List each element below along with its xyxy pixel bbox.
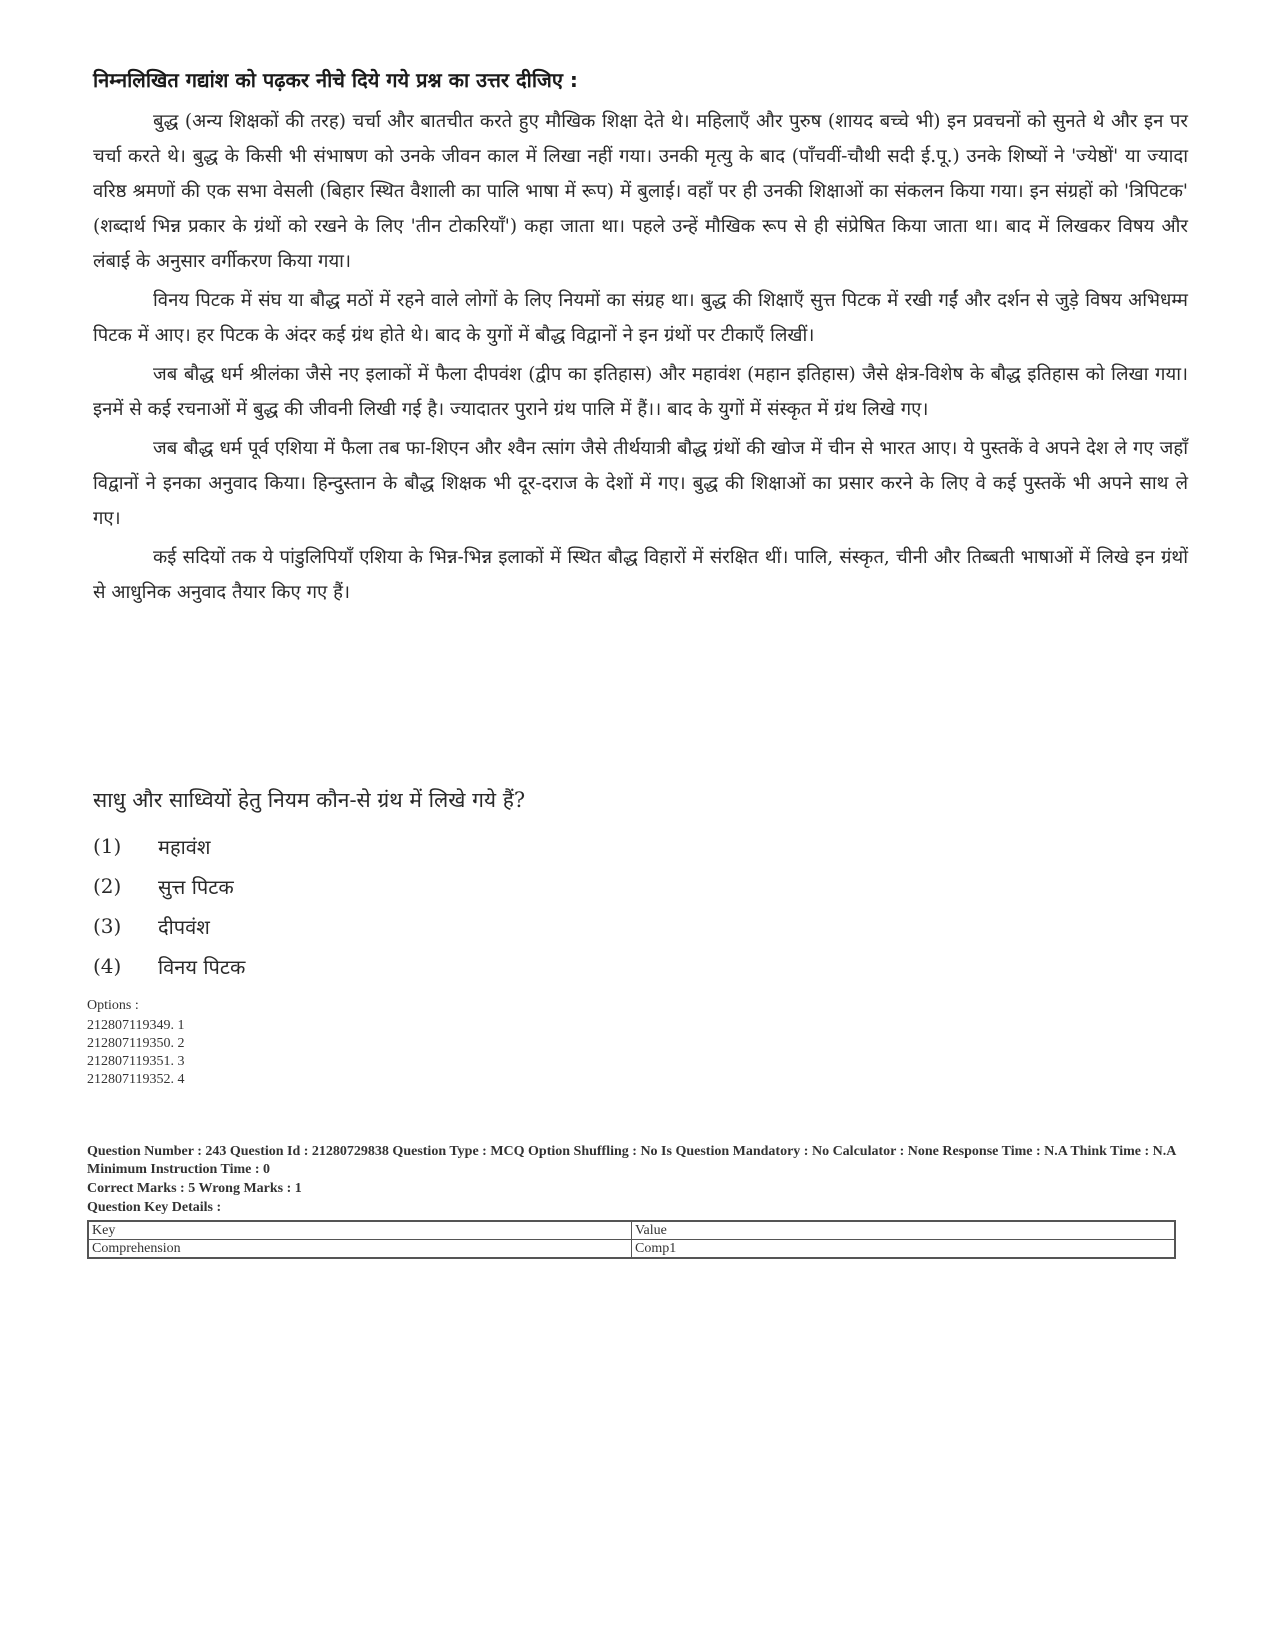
table-row: [88, 1240, 1175, 1259]
answer-option: [93, 906, 245, 946]
cell-key: Comprehension: [88, 1240, 632, 1259]
passage-paragraph: बुद्ध (अन्य शिक्षकों की तरह) चर्चा और बातचीत करते हुए मौखिक शिक्षा देते थे। महिलाएँ और पुरुष (शायद बच्चे भी) इन प्रवचनों को सुनते थे और इन पर चर्चा करते थे। बुद्ध के किसी भी संभाषण को उनके जीवन काल में लिखा नहीं गया। उनकी मृत्यु के बाद (पाँचवीं-चौथी सदी ई.पू.) उनके शिष्यों ने 'ज्येष्ठों' या ज्यादा वरिष्ठ श्रमणों की एक सभा वेसली (बिहार स्थित वैशाली का पालि भाषा में रूप) में बुलाई। वहाँ पर ही उनकी शिक्षाओं का संकलन किया गया। इन संग्रहों को 'त्रिपिटक' (शब्दार्थ भिन्न प्रकार के ग्रंथों को रखने के लिए 'तीन टोकरियाँ') कहा जाता था। पहले उन्हें मौखिक रूप से ही संप्रेषित किया जाता था। बाद में लिखकर विषय और लंबाई के अनुसार वर्गीकरण किया गया।: [93, 111, 1188, 272]
passage-paragraph: विनय पिटक में संघ या बौद्ध मठों में रहने वाले लोगों के लिए नियमों का संग्रह था। बुद्ध की शिक्षाएँ सुत्त पिटक में रखी गईं और दर्शन से जुड़े विषय अभिधम्म पिटक में आए। हर पिटक के अंदर कई ग्रंथ होते थे। बाद के युगों में बौद्ध विद्वानों ने इन ग्रंथों पर टीकाएँ लिखीं।: [93, 290, 1188, 346]
header-value: Value: [632, 1221, 1176, 1240]
instruction-heading: निम्नलिखित गद्यांश को पढ़कर नीचे दिये गये प्रश्न का उत्तर दीजिए :: [93, 68, 578, 92]
option-id-list: [87, 1017, 184, 1089]
option-number: (4): [93, 954, 122, 978]
option-id: 212807119351. 3: [87, 1054, 185, 1069]
option-text: महावंश: [158, 834, 211, 859]
option-id: 212807119349. 1: [87, 1018, 185, 1033]
option-text: विनय पिटक: [158, 954, 246, 979]
options-label: Options :: [87, 998, 139, 1013]
header-key: Key: [88, 1221, 632, 1240]
passage-paragraph: जब बौद्ध धर्म पूर्व एशिया में फैला तब फा-शिएन और श्वैन त्सांग जैसे तीर्थयात्री बौद्ध ग्रंथों की खोज में चीन से भारत आए। ये पुस्तकें वे अपने देश ले गए जहाँ विद्वानों ने इनका अनुवाद किया। हिन्दुस्तान के बौद्ध शिक्षक भी दूर-दराज के देशों में गए। बुद्ध की शिक्षाओं का प्रसार करने के लिए वे कई पुस्तकें भी अपने साथ ले गए।: [93, 438, 1188, 529]
question-info: Question Number : 243 Question Id : 21280729838 Question Type : MCQ Option Shuffling : No Is Question Mandatory : No Calculator : None Response Time : N.A Think Time : N.A Minimum Instruction Time : 0: [87, 1144, 1176, 1177]
answer-option: [93, 826, 245, 866]
passage-paragraph: जब बौद्ध धर्म श्रीलंका जैसे नए इलाकों में फैला दीपवंश (द्वीप का इतिहास) और महावंश (महान इतिहास) जैसे क्षेत्र-विशेष के बौद्ध इतिहास को लिखा गया। इनमें से कई रचनाओं में बुद्ध की जीवनी लिखी गई है। ज्यादातर पुराने ग्रंथ पालि में हैं।। बाद के युगों में संस्कृत में ग्रंथ लिखे गए।: [93, 364, 1188, 420]
option-number: (3): [93, 914, 122, 938]
option-id: 212807119350. 2: [87, 1036, 185, 1051]
answer-option: [93, 866, 245, 906]
answer-options: [93, 826, 245, 986]
table-header-row: [88, 1221, 1175, 1240]
marks-info: Correct Marks : 5 Wrong Marks : 1: [87, 1181, 302, 1196]
option-text: सुत्त पिटक: [158, 874, 234, 899]
cell-value: Comp1: [632, 1240, 1176, 1259]
comprehension-passage: [93, 104, 1188, 614]
passage-paragraph: कई सदियों तक ये पांडुलिपियाँ एशिया के भिन्न-भिन्न इलाकों में स्थित बौद्ध विहारों में संरक्षित थीं। पालि, संस्कृत, चीनी और तिब्बती भाषाओं में लिखे इन ग्रंथों से आधुनिक अनुवाद तैयार किए गए हैं।: [93, 547, 1188, 603]
option-id: 212807119352. 4: [87, 1072, 185, 1087]
option-number: (2): [93, 874, 122, 898]
option-number: (1): [93, 834, 122, 858]
key-details-label: Question Key Details :: [87, 1200, 222, 1215]
answer-option: [93, 946, 245, 986]
question-text: साधु और साध्वियों हेतु नियम कौन-से ग्रंथ में लिखे गये हैं?: [93, 788, 526, 812]
key-details-table: [87, 1220, 1176, 1259]
option-text: दीपवंश: [158, 914, 210, 939]
